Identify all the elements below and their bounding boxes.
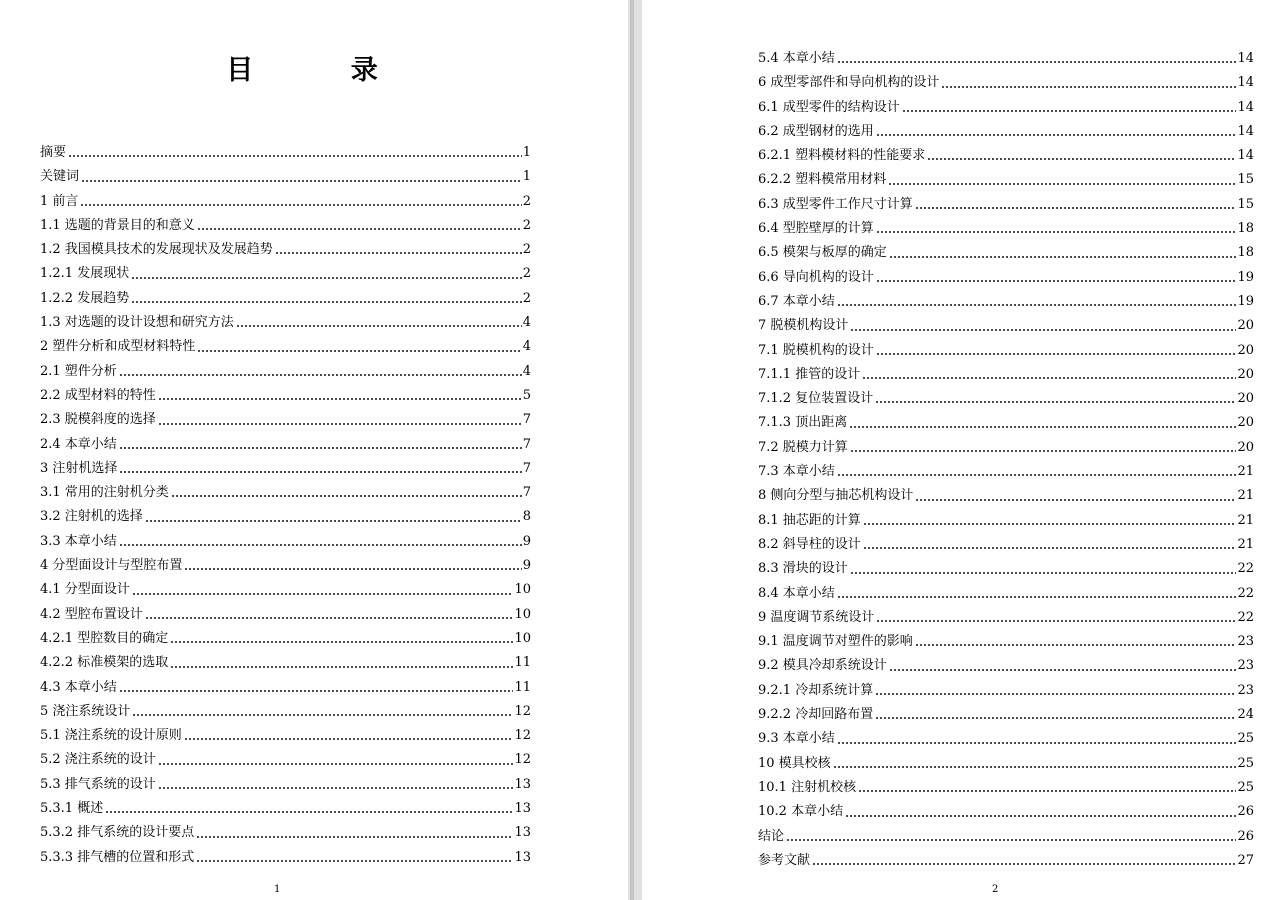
dot-leader bbox=[915, 644, 1237, 646]
dot-leader bbox=[927, 158, 1236, 160]
toc-entry[interactable] bbox=[40, 384, 531, 408]
toc-entry[interactable] bbox=[40, 724, 531, 748]
toc-entry-page: 24 bbox=[1237, 707, 1254, 723]
toc-entry[interactable] bbox=[758, 727, 1254, 751]
toc-entry-label: 2.2 成型材料的特性 bbox=[40, 387, 156, 403]
dot-leader bbox=[863, 547, 1237, 549]
toc-entry-label: 9 温度调节系统设计 bbox=[758, 609, 875, 625]
toc-entry-page: 9 bbox=[522, 533, 531, 549]
toc-entry-label: 6.5 模架与板厚的确定 bbox=[758, 245, 887, 261]
dot-leader bbox=[158, 423, 522, 425]
toc-entry[interactable] bbox=[758, 484, 1254, 508]
dot-leader bbox=[862, 377, 1236, 379]
dot-leader bbox=[875, 401, 1236, 403]
toc-entry-label: 5 浇注系统设计 bbox=[40, 703, 131, 719]
document-page-1 bbox=[0, 0, 628, 900]
toc-entry[interactable] bbox=[40, 578, 531, 602]
dot-leader bbox=[184, 738, 514, 740]
toc-entry[interactable] bbox=[758, 606, 1254, 630]
toc-entry[interactable] bbox=[758, 411, 1254, 435]
toc-entry-label: 9.1 温度调节对塑件的影响 bbox=[758, 634, 913, 650]
toc-entry-label: 6.4 型腔壁厚的计算 bbox=[758, 221, 874, 237]
dot-leader bbox=[80, 204, 521, 206]
toc-entry[interactable] bbox=[758, 752, 1254, 776]
toc-entry-page: 10 bbox=[514, 630, 531, 646]
dot-leader bbox=[888, 183, 1236, 185]
toc-entry-page: 1 bbox=[522, 169, 531, 185]
toc-entry[interactable] bbox=[40, 238, 531, 262]
toc-entry[interactable] bbox=[40, 311, 531, 335]
document-page-2 bbox=[642, 0, 1264, 900]
toc-entry[interactable] bbox=[40, 335, 531, 359]
toc-entry-page: 14 bbox=[1237, 148, 1254, 164]
toc-entry-label: 5.4 本章小结 bbox=[758, 51, 835, 66]
toc-entry-label: 关键词 bbox=[40, 169, 80, 185]
toc-entry-page: 7 bbox=[522, 485, 531, 501]
dot-leader bbox=[837, 61, 1237, 63]
toc-entry-page: 18 bbox=[1237, 245, 1254, 261]
dot-leader bbox=[236, 325, 522, 327]
toc-entry-page: 26 bbox=[1237, 828, 1254, 844]
toc-entry-page: 21 bbox=[1237, 488, 1254, 504]
toc-entry-page: 12 bbox=[514, 703, 531, 719]
toc-entry[interactable] bbox=[758, 47, 1254, 71]
toc-entry-label: 6.6 导向机构的设计 bbox=[758, 269, 874, 285]
toc-entry-label: 10.1 注射机校核 bbox=[758, 779, 857, 795]
toc-entry-page: 4 bbox=[522, 315, 531, 331]
toc-entry[interactable] bbox=[40, 190, 531, 214]
toc-entry[interactable] bbox=[40, 262, 531, 286]
toc-entry-label: 7.1.3 顶出距离 bbox=[758, 415, 848, 431]
toc-entry-page: 12 bbox=[514, 728, 531, 744]
toc-entry-page: 5 bbox=[522, 387, 531, 403]
dot-leader bbox=[889, 256, 1237, 258]
toc-entry[interactable] bbox=[758, 339, 1254, 363]
toc-entry[interactable] bbox=[40, 773, 531, 797]
toc-entry-page: 13 bbox=[514, 776, 531, 792]
toc-entry[interactable] bbox=[758, 193, 1254, 217]
toc-entry-label: 7.1.1 推管的设计 bbox=[758, 366, 861, 382]
toc-entry-label: 5.2 浇注系统的设计 bbox=[40, 752, 156, 768]
toc-entry-label: 6.7 本章小结 bbox=[758, 293, 835, 309]
dot-leader bbox=[158, 763, 514, 765]
toc-entry-label: 5.3.3 排气槽的位置和形式 bbox=[40, 849, 195, 865]
toc-entry-page: 27 bbox=[1237, 852, 1254, 868]
dot-leader bbox=[837, 742, 1237, 744]
toc-entry-label: 6.3 成型零件工作尺寸计算 bbox=[758, 196, 913, 212]
toc-entry-label: 4.2.1 型腔数目的确定 bbox=[40, 630, 169, 646]
toc-entry-page: 10 bbox=[514, 606, 531, 622]
toc-entry-label: 7 脱模机构设计 bbox=[758, 318, 849, 334]
toc-entry-label: 9.2.2 冷却回路布置 bbox=[758, 707, 874, 723]
toc-entry[interactable] bbox=[40, 797, 531, 821]
toc-entry-page: 2 bbox=[522, 217, 531, 233]
toc-entry-label: 6.2.2 塑料模常用材料 bbox=[758, 172, 887, 188]
page-number: 2 bbox=[992, 884, 999, 895]
toc-entry[interactable] bbox=[758, 533, 1254, 557]
toc-entry[interactable] bbox=[40, 360, 531, 384]
dot-leader bbox=[902, 110, 1237, 112]
toc-entry-label: 1.2.2 发展趋势 bbox=[40, 290, 130, 306]
dot-leader bbox=[131, 277, 522, 279]
toc-entry-label: 1.3 对选题的设计设想和研究方法 bbox=[40, 315, 234, 331]
toc-entry-label: 9.2 模具冷却系统设计 bbox=[758, 658, 887, 674]
dot-leader bbox=[171, 495, 522, 497]
dot-leader bbox=[876, 134, 1237, 136]
toc-entry-label: 3.3 本章小结 bbox=[40, 533, 117, 549]
toc-entry-label: 2.3 脱模斜度的选择 bbox=[40, 412, 156, 428]
dot-leader bbox=[81, 180, 522, 182]
toc-entry[interactable] bbox=[758, 168, 1254, 192]
toc-entry-page: 22 bbox=[1237, 585, 1254, 601]
toc-entry-page: 8 bbox=[522, 509, 531, 525]
toc-entry-page: 25 bbox=[1237, 755, 1254, 771]
dot-leader bbox=[197, 350, 521, 352]
toc-entry-page: 7 bbox=[522, 412, 531, 428]
toc-entry[interactable] bbox=[758, 582, 1254, 606]
toc-entry[interactable] bbox=[758, 120, 1254, 144]
toc-entry[interactable] bbox=[40, 141, 531, 165]
dot-leader bbox=[849, 426, 1236, 428]
toc-entry-page: 21 bbox=[1237, 512, 1254, 528]
dot-leader bbox=[105, 811, 513, 813]
toc-entry-label: 1.2.1 发展现状 bbox=[40, 266, 130, 282]
dot-leader bbox=[850, 329, 1236, 331]
toc-entry-label: 7.1 脱模机构的设计 bbox=[758, 342, 874, 358]
toc-entry-label: 摘要 bbox=[40, 145, 67, 160]
toc-entry-label: 3.2 注射机的选择 bbox=[40, 509, 143, 525]
toc-entry-page: 12 bbox=[514, 752, 531, 768]
toc-entry[interactable] bbox=[758, 144, 1254, 168]
dot-leader bbox=[915, 499, 1236, 501]
toc-entry-label: 2.1 塑件分析 bbox=[40, 363, 117, 379]
toc-entry[interactable] bbox=[758, 96, 1254, 120]
dot-leader bbox=[145, 617, 514, 619]
dot-leader bbox=[119, 544, 522, 546]
toc-entry-page: 2 bbox=[522, 266, 531, 282]
dot-leader bbox=[812, 863, 1236, 865]
toc-entry-label: 5.3.2 排气系统的设计要点 bbox=[40, 825, 195, 841]
toc-entry-label: 4.3 本章小结 bbox=[40, 679, 117, 695]
toc-entry-page: 11 bbox=[514, 679, 531, 695]
toc-entry-page: 20 bbox=[1237, 342, 1254, 358]
toc-entry[interactable] bbox=[758, 241, 1254, 265]
dot-leader bbox=[119, 374, 522, 376]
toc-entry[interactable] bbox=[758, 679, 1254, 703]
dot-leader bbox=[184, 568, 521, 570]
toc-entry-label: 8.4 本章小结 bbox=[758, 585, 835, 601]
dot-leader bbox=[833, 766, 1237, 768]
toc-entry-label: 3.1 常用的注射机分类 bbox=[40, 485, 169, 501]
toc-entry[interactable] bbox=[40, 408, 531, 432]
toc-entry-page: 10 bbox=[514, 582, 531, 598]
toc-entry-page: 25 bbox=[1237, 731, 1254, 747]
dot-leader bbox=[889, 669, 1237, 671]
toc-entry-label: 1.2 我国模具技术的发展现状及发展趋势 bbox=[40, 242, 273, 258]
toc-entry[interactable] bbox=[40, 651, 531, 675]
toc-entry[interactable] bbox=[758, 509, 1254, 533]
toc-entry-label: 5.3 排气系统的设计 bbox=[40, 776, 156, 792]
toc-entry-label: 8.1 抽芯距的计算 bbox=[758, 512, 861, 528]
toc-entry-label: 5.3.1 概述 bbox=[40, 801, 104, 817]
dot-leader bbox=[875, 693, 1236, 695]
dot-leader bbox=[876, 231, 1237, 233]
dot-leader bbox=[131, 301, 522, 303]
toc-entry-page: 19 bbox=[1237, 293, 1254, 309]
dot-leader bbox=[845, 815, 1236, 817]
dot-leader bbox=[196, 860, 513, 862]
toc-entry-label: 7.3 本章小结 bbox=[758, 464, 835, 480]
dot-leader bbox=[875, 717, 1236, 719]
toc-entry-label: 10.2 本章小结 bbox=[758, 804, 844, 820]
toc-entry-page: 25 bbox=[1237, 779, 1254, 795]
toc-entry-page: 7 bbox=[522, 436, 531, 452]
toc-entry[interactable] bbox=[758, 71, 1254, 95]
toc-entry[interactable] bbox=[758, 363, 1254, 387]
toc-entry-page: 4 bbox=[522, 339, 531, 355]
toc-entry-page: 2 bbox=[522, 193, 531, 209]
toc-entry-label: 参考文献 bbox=[758, 852, 811, 868]
dot-leader bbox=[68, 155, 522, 157]
toc-entry-label: 9.3 本章小结 bbox=[758, 731, 835, 747]
dot-leader bbox=[915, 207, 1237, 209]
toc-entry-page: 18 bbox=[1237, 221, 1254, 237]
toc-entry-page: 13 bbox=[514, 825, 531, 841]
dot-leader bbox=[196, 836, 513, 838]
dot-leader bbox=[170, 666, 513, 668]
toc-entry[interactable] bbox=[40, 457, 531, 481]
toc-entry-page: 2 bbox=[522, 290, 531, 306]
dot-leader bbox=[850, 572, 1237, 574]
toc-list bbox=[758, 47, 1254, 873]
dot-leader bbox=[119, 447, 522, 449]
toc-entry[interactable] bbox=[40, 676, 531, 700]
toc-entry[interactable] bbox=[758, 630, 1254, 654]
dot-leader bbox=[837, 304, 1237, 306]
toc-entry[interactable] bbox=[40, 846, 531, 870]
toc-entry-label: 6.2.1 塑料模材料的性能要求 bbox=[758, 148, 926, 164]
dot-leader bbox=[119, 690, 514, 692]
toc-entry-label: 6.2 成型钢材的选用 bbox=[758, 123, 874, 139]
toc-entry-page: 14 bbox=[1237, 51, 1254, 66]
toc-title: 目 录 bbox=[226, 55, 422, 86]
toc-entry-page: 21 bbox=[1237, 536, 1254, 552]
dot-leader bbox=[786, 839, 1236, 841]
toc-entry-label: 1.1 选题的背景目的和意义 bbox=[40, 217, 195, 233]
page-gutter bbox=[628, 0, 642, 900]
dot-leader bbox=[876, 620, 1236, 622]
toc-entry[interactable] bbox=[40, 821, 531, 845]
dot-leader bbox=[876, 280, 1237, 282]
toc-entry-page: 23 bbox=[1237, 682, 1254, 698]
toc-entry-label: 8.3 滑块的设计 bbox=[758, 561, 848, 577]
toc-entry-page: 4 bbox=[522, 363, 531, 379]
toc-list bbox=[40, 141, 531, 870]
toc-entry-page: 20 bbox=[1237, 439, 1254, 455]
dot-leader bbox=[197, 228, 522, 230]
toc-entry[interactable] bbox=[40, 287, 531, 311]
toc-entry-label: 8.2 斜导柱的设计 bbox=[758, 536, 861, 552]
dot-leader bbox=[837, 474, 1237, 476]
toc-entry-page: 15 bbox=[1237, 196, 1254, 212]
toc-entry[interactable] bbox=[40, 165, 531, 189]
toc-entry-label: 4.2.2 标准模架的选取 bbox=[40, 655, 169, 671]
toc-entry[interactable] bbox=[40, 481, 531, 505]
toc-entry[interactable] bbox=[40, 214, 531, 238]
toc-entry[interactable] bbox=[758, 825, 1254, 849]
toc-entry-page: 2 bbox=[522, 242, 531, 258]
toc-entry-label: 6.1 成型零件的结构设计 bbox=[758, 99, 900, 115]
toc-entry[interactable] bbox=[40, 433, 531, 457]
toc-entry-page: 11 bbox=[514, 655, 531, 671]
toc-entry[interactable] bbox=[758, 436, 1254, 460]
toc-entry-page: 14 bbox=[1237, 99, 1254, 115]
toc-entry-label: 4 分型面设计与型腔布置 bbox=[40, 558, 183, 574]
toc-entry-page: 14 bbox=[1237, 75, 1254, 91]
dot-leader bbox=[170, 641, 513, 643]
toc-entry-page: 23 bbox=[1237, 634, 1254, 650]
toc-entry[interactable] bbox=[758, 290, 1254, 314]
toc-entry-page: 26 bbox=[1237, 804, 1254, 820]
toc-entry-label: 10 模具校核 bbox=[758, 755, 831, 771]
toc-entry-page: 22 bbox=[1237, 609, 1254, 625]
toc-entry-label: 1 前言 bbox=[40, 193, 79, 209]
toc-entry[interactable] bbox=[40, 603, 531, 627]
toc-entry-label: 3 注射机选择 bbox=[40, 460, 118, 476]
toc-entry[interactable] bbox=[758, 776, 1254, 800]
toc-entry-label: 4.1 分型面设计 bbox=[40, 582, 130, 598]
dot-leader bbox=[850, 450, 1237, 452]
dot-leader bbox=[876, 353, 1237, 355]
toc-entry-page: 20 bbox=[1237, 366, 1254, 382]
dot-leader bbox=[158, 787, 514, 789]
toc-entry-page: 9 bbox=[522, 558, 531, 574]
toc-entry[interactable] bbox=[758, 557, 1254, 581]
toc-entry[interactable] bbox=[40, 554, 531, 578]
toc-entry-page: 13 bbox=[514, 801, 531, 817]
toc-entry[interactable] bbox=[40, 530, 531, 554]
toc-entry-page: 21 bbox=[1237, 464, 1254, 480]
toc-entry[interactable] bbox=[758, 800, 1254, 824]
toc-entry-label: 7.2 脱模力计算 bbox=[758, 439, 848, 455]
toc-entry-page: 13 bbox=[514, 849, 531, 865]
toc-entry-page: 22 bbox=[1237, 561, 1254, 577]
toc-entry-label: 9.2.1 冷却系统计算 bbox=[758, 682, 874, 698]
dot-leader bbox=[941, 86, 1236, 88]
toc-entry-label: 5.1 浇注系统的设计原则 bbox=[40, 728, 182, 744]
toc-entry[interactable] bbox=[40, 700, 531, 724]
toc-entry-label: 2 塑件分析和成型材料特性 bbox=[40, 339, 196, 355]
toc-entry[interactable] bbox=[758, 314, 1254, 338]
toc-entry-page: 20 bbox=[1237, 318, 1254, 334]
toc-entry-label: 2.4 本章小结 bbox=[40, 436, 117, 452]
toc-entry[interactable] bbox=[758, 217, 1254, 241]
toc-entry[interactable] bbox=[40, 748, 531, 772]
toc-entry-label: 8 侧向分型与抽芯机构设计 bbox=[758, 488, 914, 504]
toc-entry[interactable] bbox=[758, 460, 1254, 484]
toc-entry-page: 20 bbox=[1237, 415, 1254, 431]
toc-entry-page: 7 bbox=[522, 460, 531, 476]
toc-entry[interactable] bbox=[40, 627, 531, 651]
toc-entry[interactable] bbox=[40, 505, 531, 529]
dot-leader bbox=[837, 596, 1237, 598]
toc-entry-label: 结论 bbox=[758, 828, 785, 844]
toc-entry-label: 6 成型零部件和导向机构的设计 bbox=[758, 75, 940, 91]
dot-leader bbox=[145, 520, 522, 522]
toc-entry-label: 4.2 型腔布置设计 bbox=[40, 606, 143, 622]
toc-entry[interactable] bbox=[758, 849, 1254, 873]
toc-entry[interactable] bbox=[758, 266, 1254, 290]
dot-leader bbox=[119, 471, 521, 473]
dot-leader bbox=[275, 252, 522, 254]
toc-entry[interactable] bbox=[758, 703, 1254, 727]
toc-entry-page: 19 bbox=[1237, 269, 1254, 285]
toc-entry-label: 7.1.2 复位装置设计 bbox=[758, 391, 874, 407]
dot-leader bbox=[132, 593, 514, 595]
dot-leader bbox=[132, 714, 513, 716]
toc-entry-page: 14 bbox=[1237, 123, 1254, 139]
toc-entry-page: 15 bbox=[1237, 172, 1254, 188]
dot-leader bbox=[158, 398, 522, 400]
toc-entry[interactable] bbox=[758, 387, 1254, 411]
toc-entry-page: 1 bbox=[522, 145, 531, 160]
page-number: 1 bbox=[274, 884, 281, 895]
toc-entry-page: 20 bbox=[1237, 391, 1254, 407]
dot-leader bbox=[858, 790, 1236, 792]
toc-entry-page: 23 bbox=[1237, 658, 1254, 674]
toc-entry[interactable] bbox=[758, 654, 1254, 678]
dot-leader bbox=[863, 523, 1237, 525]
